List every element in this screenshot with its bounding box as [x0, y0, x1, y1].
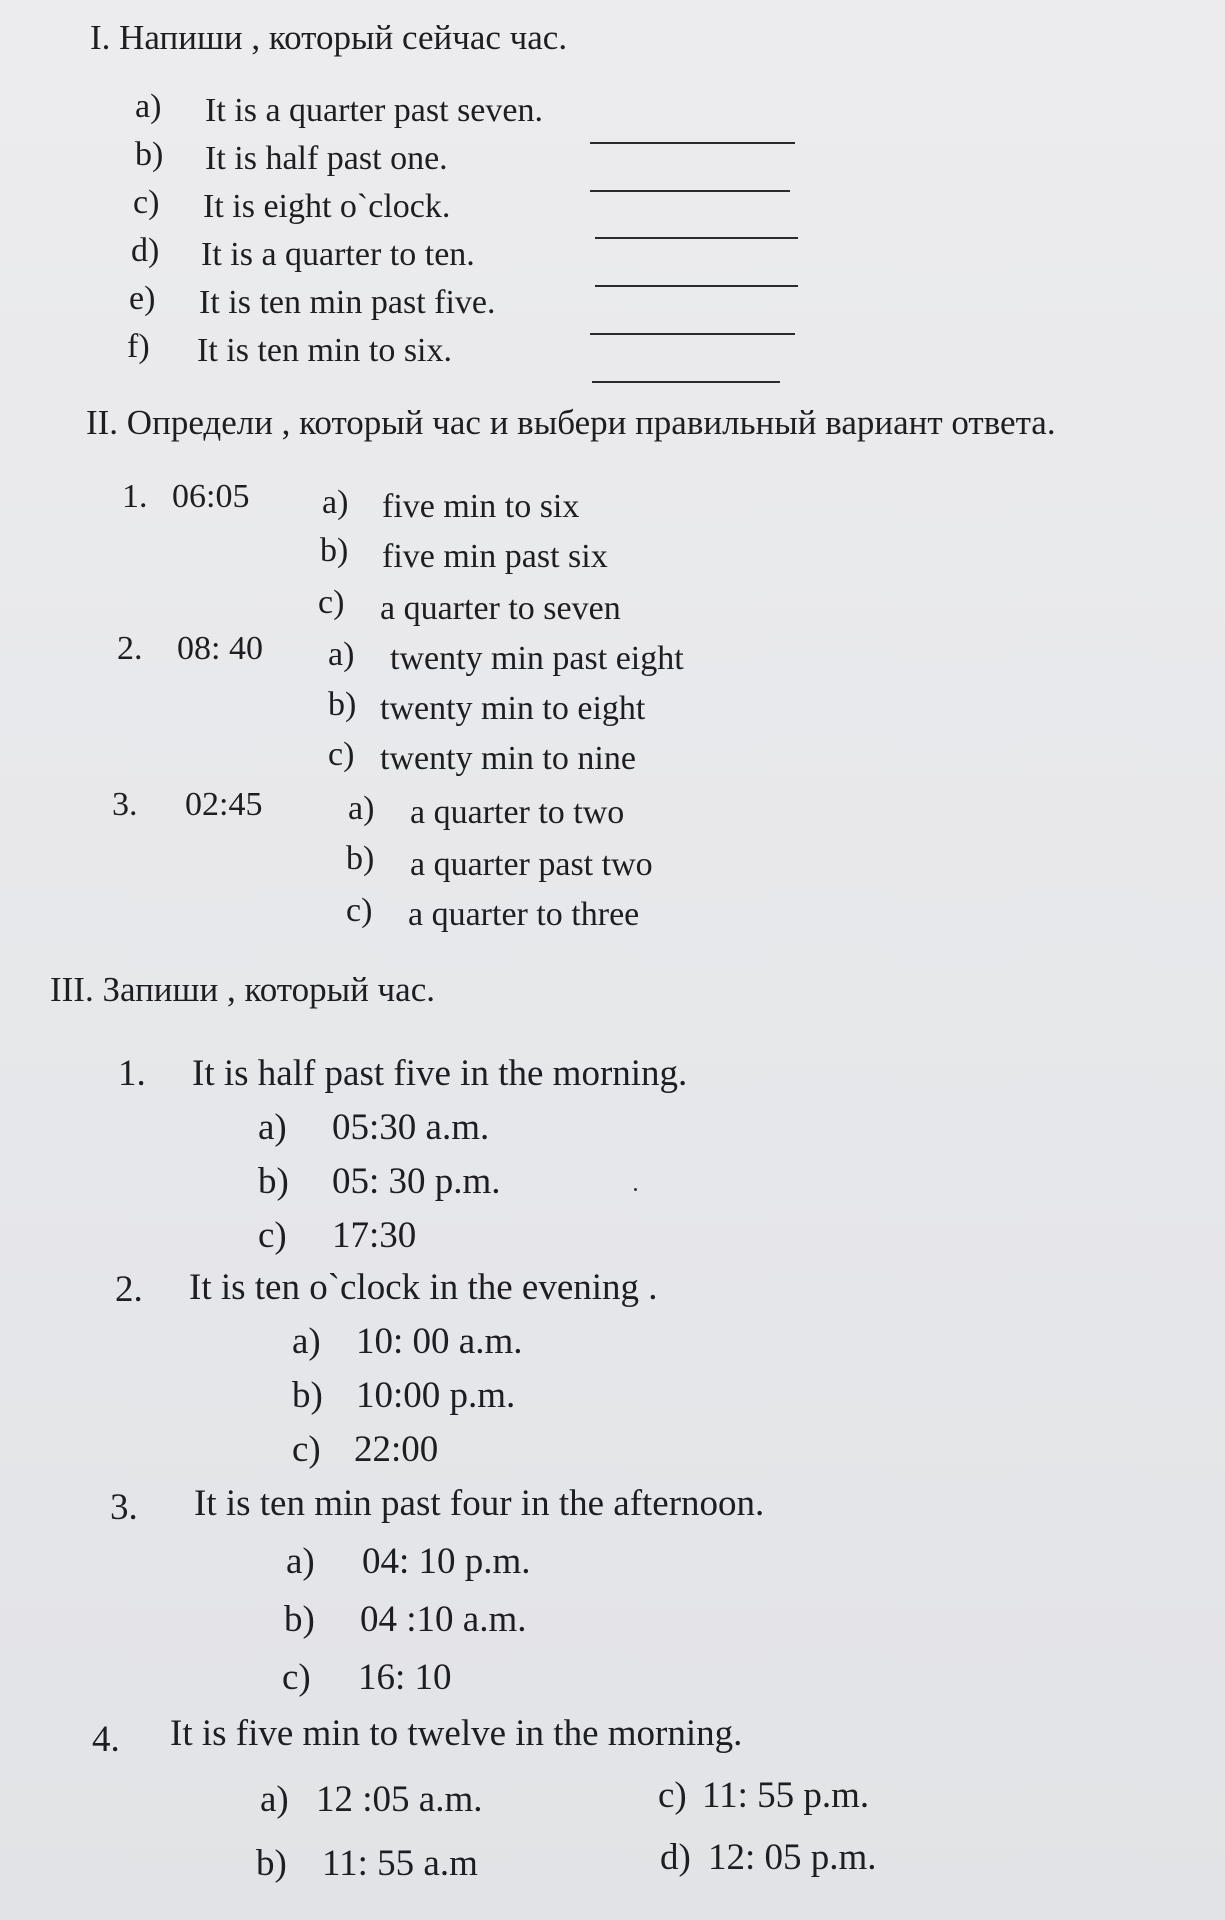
s2-question-number: 2.	[117, 630, 143, 667]
s2-question-time: 02:45	[185, 786, 263, 823]
s3-option-letter[interactable]: b)	[284, 1599, 315, 1640]
s2-option-text: twenty min past eight	[390, 640, 684, 677]
s3-option-letter[interactable]: c)	[658, 1775, 687, 1816]
s3-option-letter[interactable]: a)	[260, 1779, 289, 1820]
s2-option-text: a quarter to seven	[380, 590, 621, 627]
section-1-title: I. Напиши , который сейчас час.	[90, 18, 568, 57]
s3-option-letter[interactable]: a)	[258, 1107, 287, 1148]
answer-blank-e[interactable]	[590, 333, 795, 335]
s3-option-text: 12 :05 a.m.	[316, 1779, 483, 1820]
s2-question-time: 06:05	[172, 478, 250, 515]
s3-question-number: 4.	[92, 1719, 120, 1760]
s1-item-text: It is ten min to six.	[197, 332, 452, 369]
s3-option-letter[interactable]: d)	[660, 1837, 691, 1878]
s2-option-text: a quarter past two	[410, 846, 653, 883]
s2-option-text: twenty min to nine	[380, 740, 636, 777]
s1-item-text: It is eight o`clock.	[203, 188, 451, 225]
answer-blank-c[interactable]	[595, 237, 798, 239]
s3-option-letter[interactable]: c)	[258, 1215, 287, 1256]
s3-question-number: 3.	[110, 1487, 138, 1528]
s1-item-letter: b)	[135, 136, 164, 173]
s1-item-text: It is ten min past five.	[199, 284, 496, 321]
s3-option-letter[interactable]: b)	[256, 1843, 287, 1884]
s3-question-text: It is half past five in the morning.	[192, 1053, 688, 1094]
section-3-title: III. Запиши , который час.	[50, 970, 435, 1009]
s1-item-letter: f)	[127, 328, 150, 365]
s2-option-letter[interactable]: a)	[328, 636, 355, 673]
s3-option-letter[interactable]: a)	[292, 1321, 321, 1362]
answer-blank-d[interactable]	[595, 285, 798, 287]
s2-option-letter[interactable]: b)	[328, 686, 357, 723]
s1-item-letter: a)	[135, 88, 162, 125]
s3-option-text: 22:00	[354, 1429, 439, 1470]
s2-option-letter[interactable]: b)	[320, 532, 349, 569]
s3-question-text: It is five min to twelve in the morning.	[170, 1713, 743, 1754]
s2-option-letter[interactable]: a)	[348, 790, 375, 827]
section-2-title: II. Определи , который час и выбери правильный вариант ответа.	[86, 403, 1056, 442]
s3-option-letter[interactable]: b)	[292, 1375, 323, 1416]
s2-question-number: 3.	[112, 786, 138, 823]
s3-question-text: It is ten o`clock in the evening .	[189, 1267, 658, 1308]
s2-option-letter[interactable]: a)	[322, 484, 349, 521]
s3-option-text: 11: 55 p.m.	[702, 1775, 870, 1816]
s3-option-text: 12: 05 p.m.	[708, 1837, 877, 1878]
s2-option-text: a quarter to three	[408, 896, 640, 933]
s2-question-time: 08: 40	[177, 630, 263, 667]
s3-option-letter[interactable]: c)	[292, 1429, 321, 1470]
s2-option-letter[interactable]: b)	[346, 840, 375, 877]
s1-item-letter: e)	[129, 280, 156, 317]
s1-item-letter: c)	[133, 184, 160, 221]
s3-option-text: 10: 00 a.m.	[356, 1321, 523, 1362]
s3-option-letter[interactable]: b)	[258, 1161, 289, 1202]
s3-question-number: 1.	[118, 1053, 146, 1094]
s2-option-text: five min to six	[382, 488, 580, 525]
s3-option-text: 05: 30 p.m.	[332, 1161, 501, 1202]
s3-option-text: 04 :10 a.m.	[360, 1599, 527, 1640]
s3-option-letter[interactable]: a)	[286, 1541, 315, 1582]
s1-item-text: It is a quarter past seven.	[205, 92, 543, 129]
stray-dot	[634, 1188, 637, 1191]
s2-option-letter[interactable]: c)	[318, 584, 345, 621]
s2-option-letter[interactable]: c)	[328, 736, 355, 773]
s3-question-text: It is ten min past four in the afternoon.	[194, 1483, 765, 1524]
s3-option-text: 05:30 a.m.	[332, 1107, 490, 1148]
s2-option-letter[interactable]: c)	[346, 892, 373, 929]
s1-item-text: It is half past one.	[205, 140, 448, 177]
answer-blank-f[interactable]	[592, 381, 780, 383]
s2-question-number: 1.	[122, 478, 148, 515]
s3-option-text: 17:30	[332, 1215, 417, 1256]
s3-question-number: 2.	[115, 1269, 143, 1310]
s2-option-text: twenty min to eight	[380, 690, 646, 727]
s1-item-letter: d)	[131, 232, 160, 269]
s3-option-text: 04: 10 p.m.	[362, 1541, 531, 1582]
answer-blank-a[interactable]	[590, 142, 795, 144]
s3-option-text: 10:00 p.m.	[356, 1375, 516, 1416]
answer-blank-b[interactable]	[590, 190, 790, 192]
s3-option-text: 16: 10	[358, 1657, 452, 1698]
s2-option-text: five min past six	[382, 538, 608, 575]
s2-option-text: a quarter to two	[410, 794, 625, 831]
s3-option-text: 11: 55 a.m	[322, 1843, 478, 1884]
s1-item-text: It is a quarter to ten.	[201, 236, 475, 273]
s3-option-letter[interactable]: c)	[282, 1657, 311, 1698]
